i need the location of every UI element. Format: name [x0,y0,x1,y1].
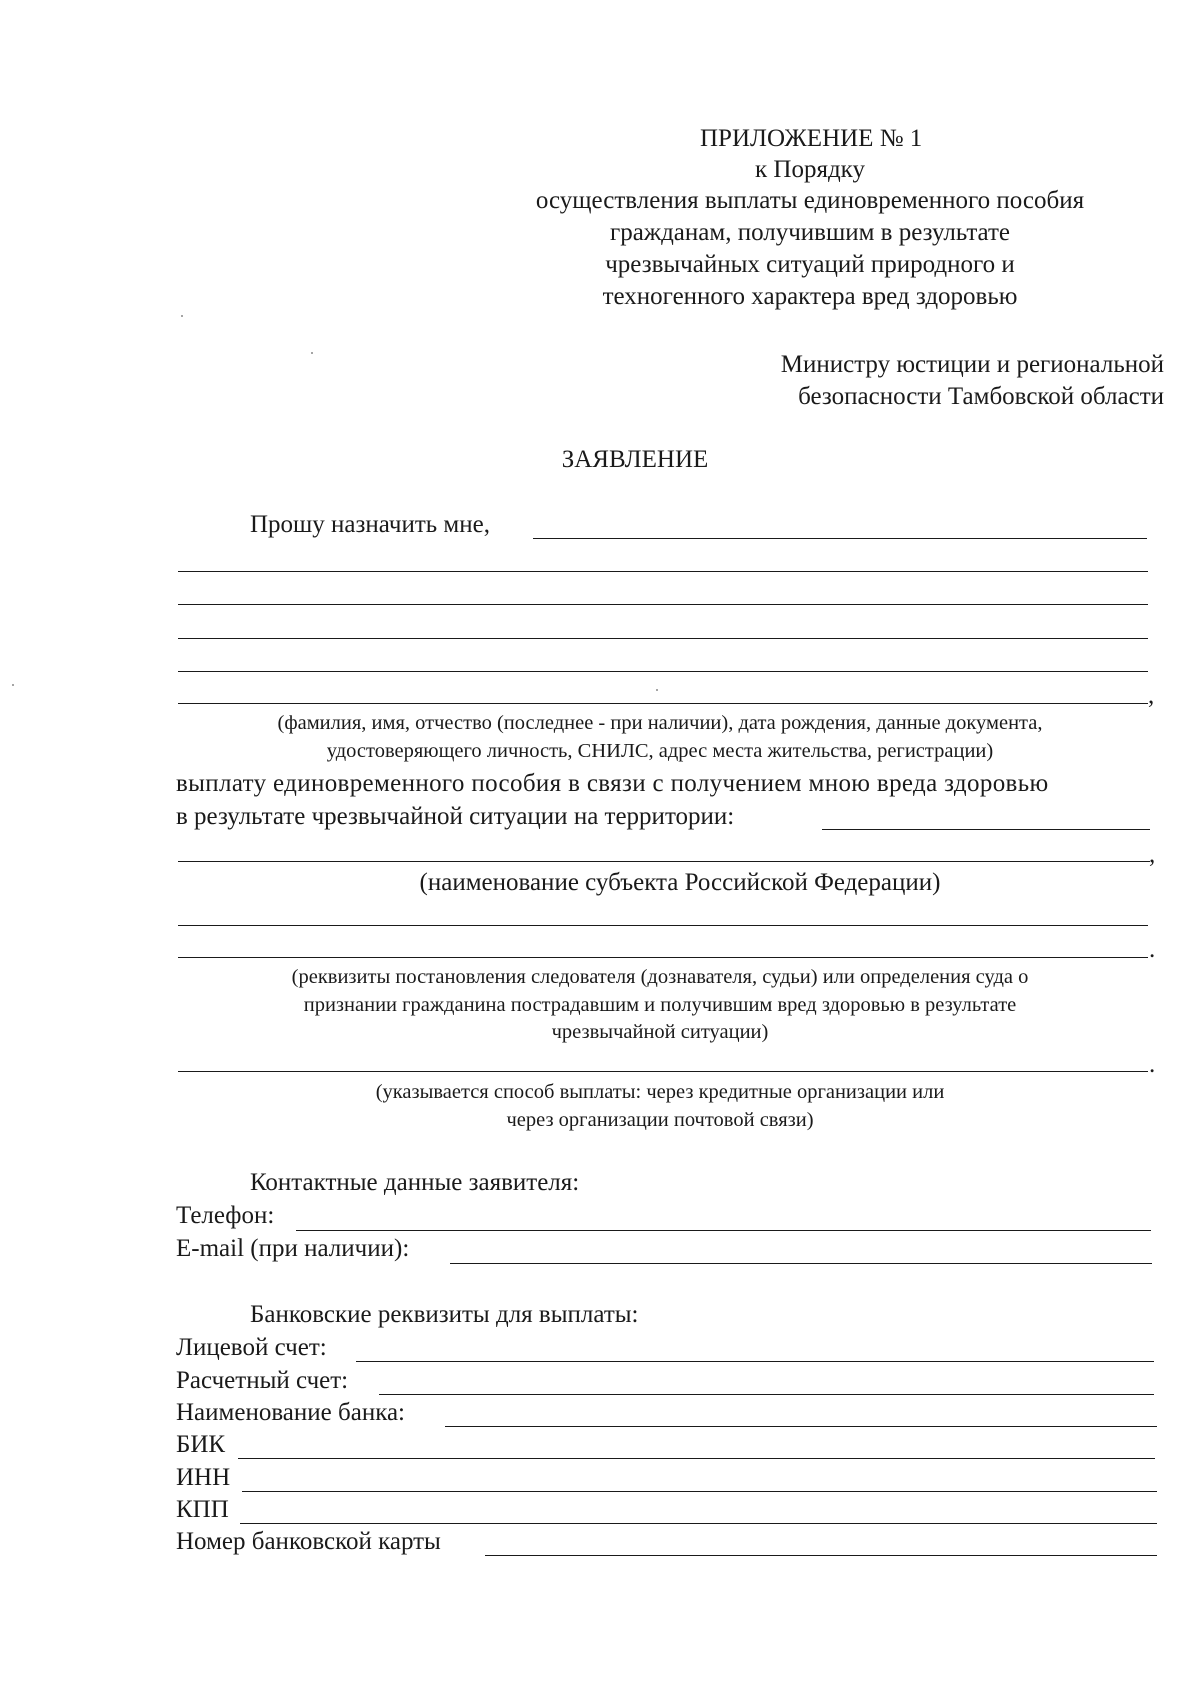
email-label: E-mail (при наличии): [176,1235,410,1262]
scan-speck [656,689,658,691]
settlement-account-label: Расчетный счет: [176,1367,349,1394]
scan-speck [181,315,183,317]
addressee-line-2: безопасности Тамбовской области [798,383,1164,410]
card-number-field[interactable] [485,1555,1157,1556]
punctuation-dot-2: . [1149,1051,1156,1078]
bank-heading: Банковские реквизиты для выплаты: [250,1301,639,1328]
hint-payment-method-2: через организации почтовой связи) [506,1109,814,1131]
appendix-title: ПРИЛОЖЕНИЕ № 1 [700,125,923,152]
punctuation-comma-2: , [1149,841,1156,868]
name-details-line-4[interactable] [178,638,1148,639]
addressee-line-1: Министру юстиции и региональной [780,351,1164,378]
hint-personal-data-1: (фамилия, имя, отчество (последнее - при наличии), дата рождения, данные документа, [277,712,1043,734]
settlement-account-field[interactable] [379,1394,1154,1395]
appendix-line-1: к Порядку [755,156,865,183]
document-heading: ЗАЯВЛЕНИЕ [561,446,709,473]
appendix-line-3: гражданам, получившим в результате [609,219,1011,246]
punctuation-comma: , [1148,682,1155,709]
bik-label: БИК [176,1431,226,1458]
punctuation-dot: . [1149,936,1156,963]
request-body-line-2: в результате чрезвычайной ситуации на территории: [176,803,735,830]
territory-line-2[interactable] [178,861,1150,862]
card-number-label: Номер банковской карты [176,1528,441,1555]
territory-line-1[interactable] [822,829,1150,830]
hint-personal-data-2: удостоверяющего личность, СНИЛС, адрес места жительства, регистрации) [326,740,994,762]
name-details-line-6[interactable] [178,703,1148,704]
hint-payment-method-1: (указывается способ выплаты: через кредитные организации или [375,1081,945,1103]
personal-account-label: Лицевой счет: [176,1334,327,1361]
hint-region: (наименование субъекта Российской Федерации) [419,869,941,896]
appendix-line-4: чрезвычайных ситуаций природного и [605,251,1015,278]
resolution-line-2[interactable] [178,957,1148,958]
inn-field[interactable] [242,1491,1157,1492]
bik-field[interactable] [238,1458,1155,1459]
hint-resolution-2: признании гражданина пострадавшим и получившим вред здоровью в результате [303,994,1017,1016]
request-body-line-1: выплату единовременного пособия в связи с получением мною вреда здоровью [176,770,1049,797]
phone-field[interactable] [296,1230,1151,1231]
appendix-line-2: осуществления выплаты единовременного пособия [535,187,1085,214]
phone-label: Телефон: [176,1202,275,1229]
name-details-line-5[interactable] [178,671,1148,672]
name-details-line-3[interactable] [178,604,1148,605]
scan-speck [12,684,14,686]
contacts-heading: Контактные данные заявителя: [250,1169,580,1196]
name-details-line-1[interactable] [533,538,1147,539]
name-details-line-2[interactable] [178,571,1148,572]
bank-name-field[interactable] [445,1426,1157,1427]
scan-speck [311,352,313,354]
payment-method-line[interactable] [178,1071,1148,1072]
inn-label: ИНН [176,1464,231,1491]
kpp-label: КПП [176,1496,229,1523]
request-lead: Прошу назначить мне, [250,511,490,538]
hint-resolution-3: чрезвычайной ситуации) [551,1021,769,1043]
bank-name-label: Наименование банка: [176,1399,406,1426]
appendix-line-5: техногенного характера вред здоровью [602,283,1018,310]
hint-resolution-1: (реквизиты постановления следователя (дознавателя, судьи) или определения суда о [291,966,1029,988]
kpp-field[interactable] [240,1523,1157,1524]
personal-account-field[interactable] [356,1361,1154,1362]
resolution-line-1[interactable] [178,925,1148,926]
email-field[interactable] [450,1263,1152,1264]
